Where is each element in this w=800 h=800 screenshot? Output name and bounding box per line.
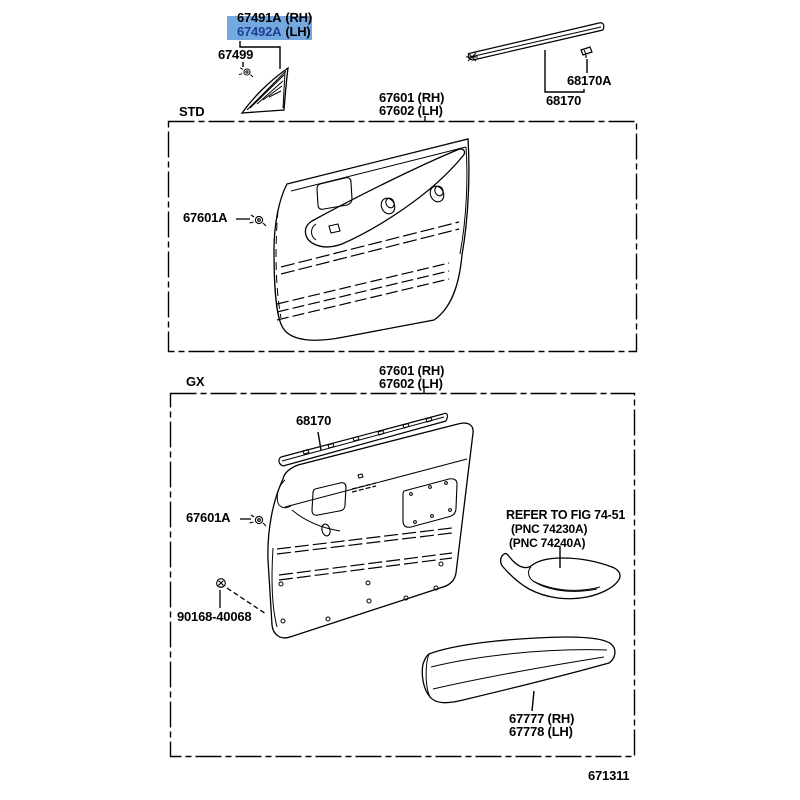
part-side-rh: (RH) [285,10,312,25]
part-label-67499: 67499 [218,47,254,62]
std-door-trim-panel [274,139,469,340]
part-label-67492a [237,25,311,38]
std-panel-label-rh: 67601 (RH) [379,90,445,105]
figure-code: 671311 [588,768,630,783]
part-label-68170-gx: 68170 [296,413,332,428]
gx-door-trim-panel [268,423,473,638]
clip-icon-67601A-gx [250,515,267,526]
gx-panel-label-rh: 67601 (RH) [379,363,445,378]
gx-panel-label-lh: 67602 (LH) [379,376,443,391]
part-label-68170a: 68170A [567,73,612,88]
refer-note-pnc1: (PNC 74230A) [511,522,588,536]
part-label-68170-top: 68170 [546,93,582,108]
lower-trim-leader [532,691,534,711]
clip-icon-67499 [239,68,253,77]
lower-trim-part [422,637,615,703]
part-number-67491a: 67491A [237,10,282,25]
part-label-67778: 67778 (LH) [509,724,573,739]
part-number-67492a-selected[interactable]: 67492A [237,24,282,39]
part-label-90168-40068: 90168-40068 [177,609,252,624]
part-label-67491a [237,11,312,24]
refer-note-pnc2: (PNC 74240A) [509,536,586,550]
refer-note-title: REFER TO FIG 74-51 [506,508,626,522]
part-label-67601a-gx: 67601A [186,510,231,525]
screw-icon-90168 [217,579,226,588]
std-section-tag: STD [179,104,205,119]
gx-section-tag: GX [186,374,205,389]
std-section-box [169,122,637,352]
gx-section-box [171,394,635,757]
part-side-lh: (LH) [285,24,311,39]
clip-icon-67601A-std [250,215,267,226]
clip-icon-68170A [581,47,592,58]
part-label-67777: 67777 (RH) [509,711,575,726]
std-panel-label-lh: 67602 (LH) [379,103,443,118]
part-label-67601a-std: 67601A [183,210,228,225]
